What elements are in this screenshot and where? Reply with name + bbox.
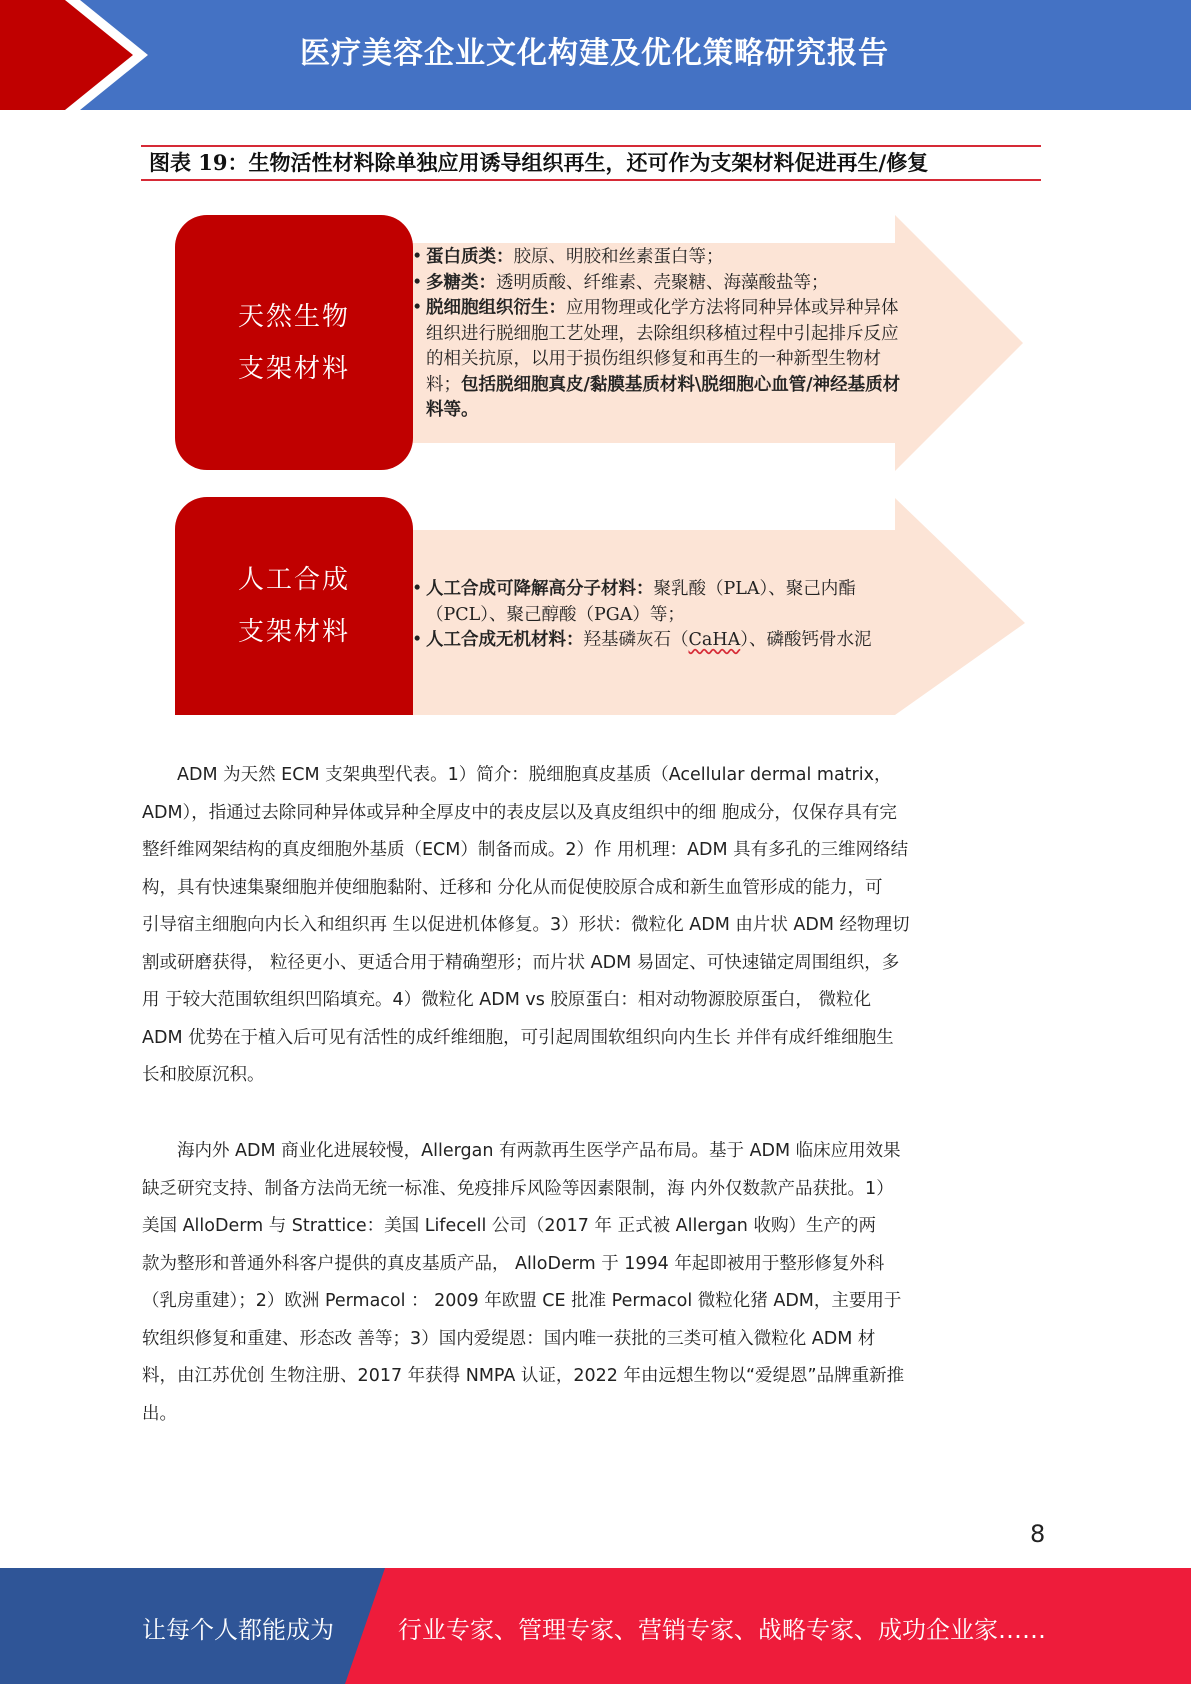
- list-item: • 人工合成无机材料：羟基磷灰石（CaHA）、磷酸钙骨水泥: [412, 630, 872, 650]
- text-line: 整纤维网架结构的真皮细胞外基质（ECM）制备而成。2）作 用机理：ADM 具有多孔的三维网络结: [142, 840, 909, 860]
- list-item: • 人工合成可降解高分子材料：聚乳酸（PLA）、聚己内酯（PCL）、聚己醇酸（PGA）等；: [412, 579, 856, 625]
- bullet-label: 人工合成可降解高分子材料：: [426, 579, 654, 599]
- report-title: 医疗美容企业文化构建及优化策略研究报告: [300, 36, 889, 71]
- text-line: 软组织修复和重建、形态改 善等；3）国内爱缇恩：国内唯一获批的三类可植入微粒化 ADM 材: [142, 1328, 876, 1349]
- bullet-label: 人工合成无机材料：: [426, 630, 584, 650]
- page-number: 8: [1030, 1520, 1046, 1548]
- list-item: • 蛋白质类：胶原、明胶和丝素蛋白等；: [412, 247, 724, 267]
- text-line: （乳房重建）；2）欧洲 Permacol ： 2009 年欧盟 CE 批准 Permacol 微粒化猪 ADM，主要用于: [142, 1291, 902, 1311]
- header-chevron-icon: [0, 0, 150, 110]
- bullet-label: 多糖类：: [426, 272, 496, 293]
- text-line: 割或研磨获得， 粒径更小、更适合用于精确塑形；而片状 ADM 易固定、可快速锚定周围组织，多: [142, 952, 900, 973]
- bullet-label: 脱细胞组织衍生：: [426, 298, 566, 318]
- text-line: 海内外 ADM 商业化进展较慢，Allergan 有两款再生医学产品布局。基于 ADM 临床应用效果: [142, 1141, 901, 1161]
- text-line: ADM 优势在于植入后可见有活性的成纤维细胞，可引起周围软组织向内生长 并伴有成纤维细胞生: [142, 1027, 894, 1048]
- bullet-text: 应用物理或化学方法将同种异体或异种异体组织进行脱细胞工艺处理，去除组织移植过程中引起排斥反应的相关抗原，以用于损伤组织修复和再生的一种新型生物材料；: [426, 298, 899, 395]
- page-header: [0, 0, 1191, 110]
- paragraph-adm-intro: [142, 757, 1044, 1095]
- bullet-text: 胶原、明胶和丝素蛋白等；: [513, 247, 724, 267]
- panel2-title-line1: 人工合成: [237, 565, 350, 595]
- natural-scaffold-panel: [175, 215, 413, 470]
- paragraph-adm-commercial: [142, 1133, 1044, 1433]
- natural-scaffold-bullets: [412, 245, 912, 424]
- bullet-text: 透明质酸、纤维素、壳聚糖、海藻酸盐等；: [496, 272, 829, 293]
- text-line: 出。: [142, 1403, 177, 1424]
- bullet-label: 蛋白质类：: [426, 247, 514, 267]
- list-item: • 多糖类：透明质酸、纤维素、壳聚糖、海藻酸盐等；: [412, 272, 829, 293]
- text-line: 长和胶原沉积。: [142, 1065, 265, 1085]
- text-line: 款为整形和普通外科客户提供的真皮基质产品， AlloDerm 于 1994 年起即被用于整形修复外科: [142, 1253, 885, 1274]
- footer-slogan-right: 行业专家、管理专家、营销专家、战略专家、成功企业家……: [398, 1616, 1046, 1644]
- figure-caption: 图表 19：生物活性材料除单独应用诱导组织再生，还可作为支架材料促进再生/修复: [141, 145, 1041, 181]
- text-line: 引导宿主细胞向内长入和组织再 生以促进机体修复。3）形状：微粒化 ADM 由片状 ADM 经物理切: [142, 915, 910, 935]
- materials-diagram: [175, 215, 1035, 715]
- text-line: 用 于较大范围软组织凹陷填充。4）微粒化 ADM vs 胶原蛋白：相对动物源胶原蛋白， 微粒化: [142, 990, 871, 1010]
- text-line: ADM 为天然 ECM 支架典型代表。1）简介：脱细胞真皮基质（Acellular dermal matrix，: [142, 765, 892, 785]
- synthetic-scaffold-bullets: [412, 577, 912, 654]
- text-line: ADM），指通过去除同种异体或异种全厚皮中的表皮层以及真皮组织中的细 胞成分，仅保存具有完: [142, 802, 897, 823]
- bullet-text: ）、磷酸钙骨水泥: [740, 630, 872, 650]
- bullet-text: 羟基磷灰石（: [583, 630, 689, 650]
- bullet-text-wavy: CaHA: [688, 630, 741, 650]
- list-item: • 脱细胞组织衍生：应用物理或化学方法将同种异体或异种异体组织进行脱细胞工艺处理，去除组织移植过程中引起排斥反应的相关抗原，以用于损伤组织修复和再生的一种新型生物材料；包括脱细胞真皮/黏膜基质材料\脱细胞心血管/神经基质材料等。: [412, 298, 901, 420]
- bullet-text: 聚乳酸（PLA）、聚己内酯（PCL）、聚己醇酸（PGA）等；: [426, 579, 856, 625]
- footer-slogan-left: 让每个人都能成为: [142, 1616, 334, 1644]
- text-line: 缺乏研究支持、制备方法尚无统一标准、免疫排斥风险等因素限制，海 内外仅数款产品获批。1）: [142, 1178, 894, 1199]
- text-line: 料，由江苏优创 生物注册、2017 年获得 NMPA 认证，2022 年由远想生物以“爱缇恩”品牌重新推: [142, 1366, 905, 1386]
- page-footer: [0, 1568, 1191, 1684]
- bullet-bold-tail: 包括脱细胞真皮/黏膜基质材料\脱细胞心血管/神经基质材料等。: [426, 374, 901, 420]
- text-line: 构，具有快速集聚细胞并使细胞黏附、迁移和 分化从而促使胶原合成和新生血管形成的能力，可: [142, 877, 883, 898]
- synthetic-scaffold-panel: [175, 497, 413, 715]
- panel2-title-line2: 支架材料: [237, 617, 350, 647]
- text-line: 美国 AlloDerm 与 Strattice：美国 Lifecell 公司（2017 年 正式被 Allergan 收购）生产的两: [142, 1216, 876, 1236]
- panel1-title-line1: 天然生物: [237, 301, 350, 332]
- panel1-title-line2: 支架材料: [237, 353, 350, 384]
